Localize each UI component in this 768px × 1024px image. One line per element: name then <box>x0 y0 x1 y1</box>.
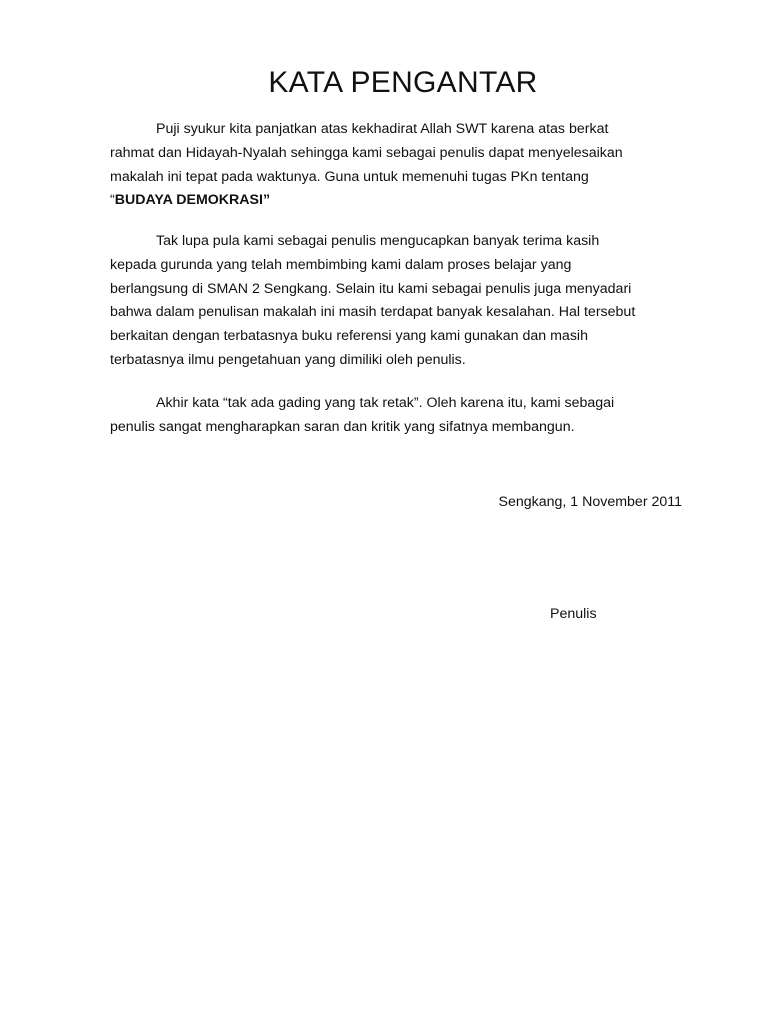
paragraph-line: Puji syukur kita panjatkan atas kekhadirat Allah SWT karena atas berkat <box>156 121 609 137</box>
paragraph-line: bahwa dalam penulisan makalah ini masih terdapat banyak kesalahan. Hal tersebut <box>110 304 636 321</box>
paragraph-line: penulis sangat mengharapkan saran dan kritik yang sifatnya membangun. <box>110 418 575 435</box>
signature-author: Penulis <box>550 606 597 622</box>
paragraph-line: Tak lupa pula kami sebagai penulis mengucapkan banyak terima kasih <box>156 233 600 249</box>
paragraph-line: Akhir kata “tak ada gading yang tak retak”. Oleh karena itu, kami sebagai <box>156 395 615 411</box>
topic-quote-open: “ <box>110 192 115 209</box>
paragraph-line: berkaitan dengan terbatasnya buku referensi yang kami gunakan dan masih <box>110 328 588 345</box>
paragraph-line: berlangsung di SMAN 2 Sengkang. Selain itu kami sebagai penulis juga menyadari <box>110 280 632 297</box>
paragraph-line: kepada gurunda yang telah membimbing kami dalam proses belajar yang <box>110 256 572 273</box>
topic-emphasis: BUDAYA DEMOKRASI” <box>114 192 271 209</box>
paragraph-closing <box>110 392 690 440</box>
paragraph-thanks <box>110 230 690 373</box>
paragraph-intro <box>110 118 690 213</box>
paragraph-line: terbatasnya ilmu pengetahuan yang dimiliki oleh penulis. <box>110 351 466 368</box>
paragraph-line: makalah ini tepat pada waktunya. Guna untuk memenuhi tugas PKn tentang <box>110 168 589 185</box>
place-date: Sengkang, 1 November 2011 <box>498 494 682 510</box>
page-title: KATA PENGANTAR <box>268 66 538 99</box>
paragraph-line-topic <box>110 189 690 213</box>
paragraph-line: rahmat dan Hidayah-Nyalah sehingga kami sebagai penulis dapat menyelesaikan <box>110 144 623 161</box>
